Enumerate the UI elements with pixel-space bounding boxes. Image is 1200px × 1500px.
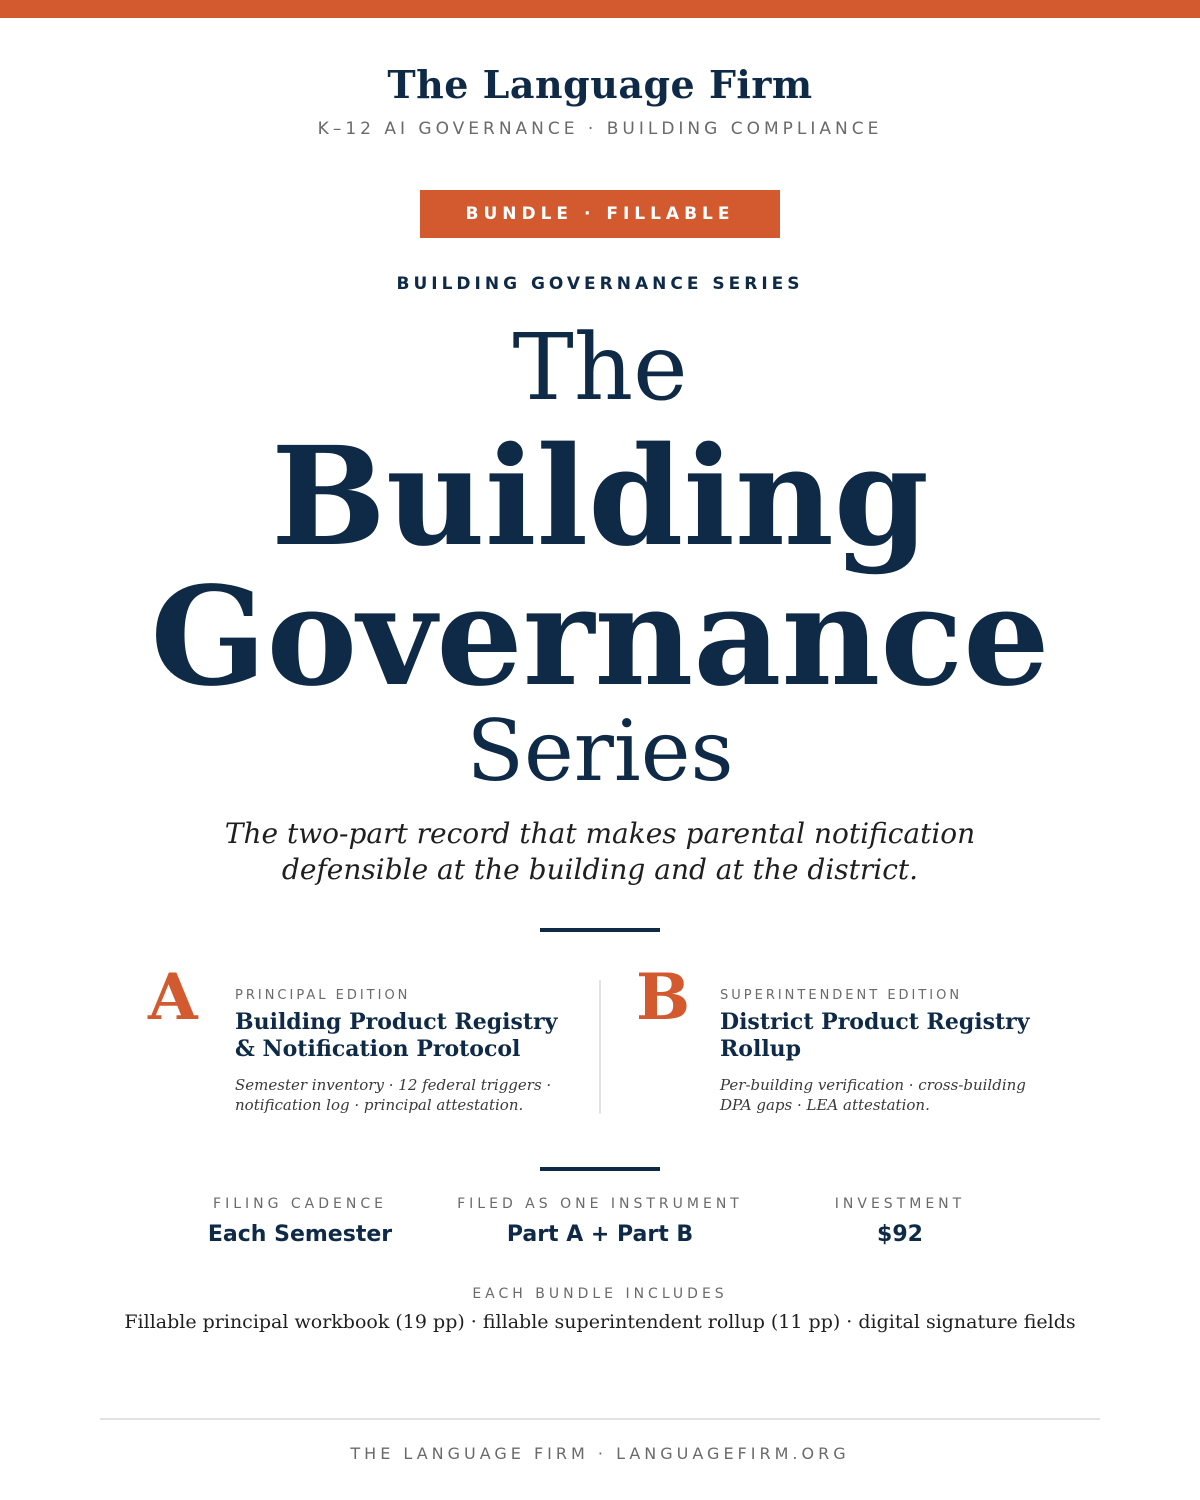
section-divider-bottom (540, 1167, 660, 1171)
part-a-letter: A (148, 960, 198, 1035)
part-b-kicker: SUPERINTENDENT EDITION (720, 988, 963, 1003)
tagline-line-2: defensible at the building and at the district. (281, 853, 919, 886)
stat-investment-label: INVESTMENT (834, 1196, 966, 1212)
title-line-the: The (512, 314, 688, 421)
part-a-kicker: PRINCIPAL EDITION (235, 988, 411, 1003)
part-a (235, 988, 575, 1115)
brand-subtitle: K–12 AI GOVERNANCE · BUILDING COMPLIANCE (317, 119, 883, 139)
title-line-series: Series (466, 702, 734, 800)
part-a-description (235, 1075, 575, 1115)
footer-text: THE LANGUAGE FIRM · LANGUAGEFIRM.ORG (350, 1444, 850, 1463)
part-b-title (720, 1009, 1060, 1063)
part-b-title-line-2: Rollup (720, 1036, 802, 1062)
part-b-desc-line-2: DPA gaps · LEA attestation. (720, 1096, 930, 1114)
part-b-letter: B (636, 960, 691, 1035)
top-accent-bar (0, 0, 1200, 18)
stat-instrument-value: Part A + Part B (506, 1222, 694, 1247)
series-eyebrow: BUILDING GOVERNANCE SERIES (396, 274, 804, 294)
section-divider-top (540, 928, 660, 932)
title-line-building: Building (271, 417, 929, 577)
stat-filing-cadence (140, 1196, 460, 1247)
part-b (720, 988, 1060, 1115)
bundle-badge (420, 190, 780, 238)
stat-investment-value: $92 (877, 1222, 923, 1247)
part-a-title-line-2: & Notification Protocol (235, 1036, 521, 1062)
part-a-desc-line-1: Semester inventory · 12 federal triggers · (235, 1076, 552, 1094)
part-a-title-line-1: Building Product Registry (235, 1009, 558, 1035)
part-b-desc-line-1: Per-building verification · cross-building (720, 1076, 1026, 1094)
stat-instrument-label: FILED AS ONE INSTRUMENT (457, 1196, 743, 1212)
stat-investment (740, 1196, 1060, 1247)
brand-name: The Language Firm (387, 62, 813, 107)
stat-filing-cadence-label: FILING CADENCE (213, 1196, 387, 1212)
includes-value: Fillable principal workbook (19 pp) · fillable superintendent rollup (11 pp) · digital signature fields (124, 1311, 1076, 1333)
bundle-badge-label: BUNDLE · FILLABLE (465, 204, 735, 224)
parts-divider (599, 980, 601, 1114)
stat-instrument (440, 1196, 760, 1247)
part-a-desc-line-2: notification log · principal attestation. (235, 1096, 524, 1114)
part-a-title (235, 1009, 575, 1063)
stat-filing-cadence-value: Each Semester (207, 1222, 393, 1247)
part-b-title-line-1: District Product Registry (720, 1009, 1030, 1035)
includes-label: EACH BUNDLE INCLUDES (472, 1286, 728, 1302)
footer-rule (100, 1418, 1100, 1420)
tagline-line-1: The two-part record that makes parental notification (224, 817, 976, 850)
tagline (0, 816, 1200, 888)
part-b-description (720, 1075, 1060, 1115)
title-line-governance: Governance (150, 557, 1050, 717)
